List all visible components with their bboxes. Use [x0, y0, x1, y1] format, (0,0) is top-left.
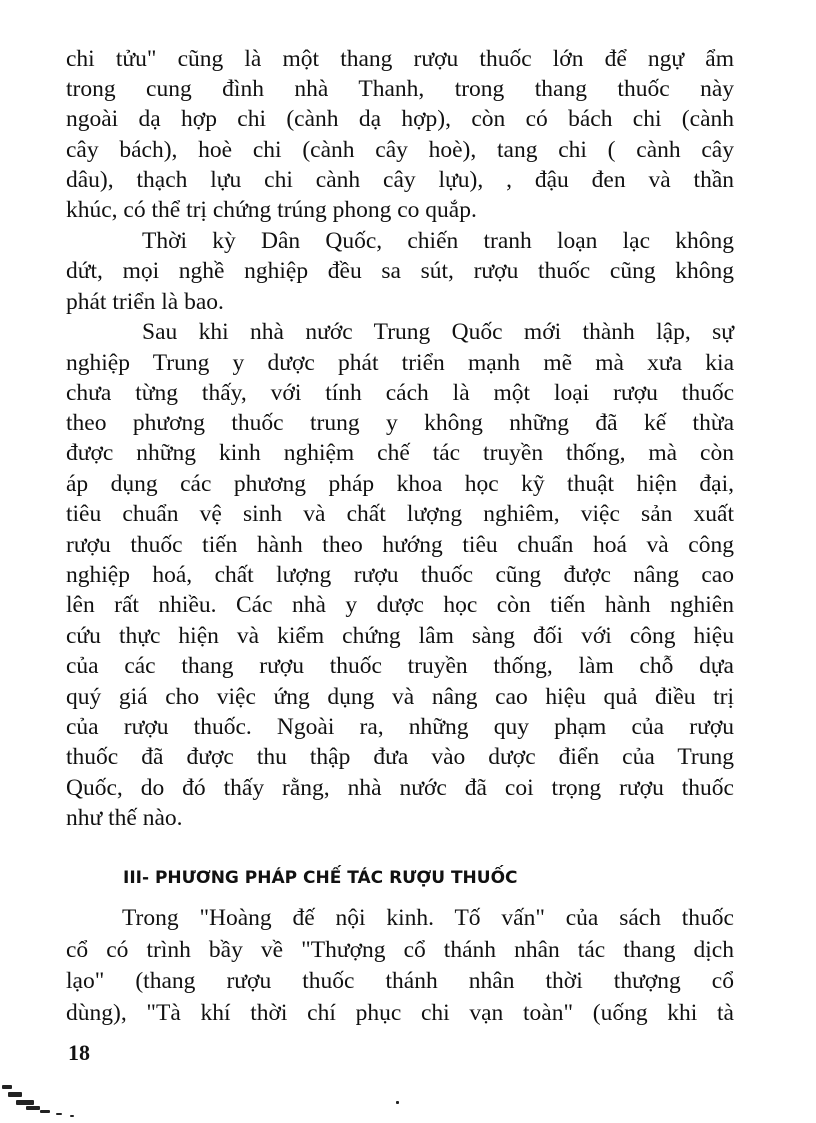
paragraph-first-line: Trong "Hoàng đế nội kinh. Tố vấn" của sách thuốc [122, 905, 734, 931]
text-line: tiêu chuẩn vệ sinh và chất lượng nghiêm, việc sản xuất [66, 501, 734, 527]
text-line: thuốc đã được thu thập đưa vào dược điển của Trung [66, 744, 734, 770]
text-line: ngoài dạ hợp chi (cành dạ hợp), còn có bách chi (cành [66, 106, 734, 132]
text-line: quý giá cho việc ứng dụng và nâng cao hiệu quả điều trị [66, 684, 734, 710]
text-line: theo phương thuốc trung y không những đã kế thừa [66, 410, 734, 436]
section-heading: III- PHƯƠNG PHÁP CHẾ TÁC RƯỢU THUỐC [123, 868, 518, 888]
text-line: dùng), "Tà khí thời chí phục chi vạn toàn" (uống khi tà [66, 1000, 734, 1026]
text-line: cứu thực hiện và kiểm chứng lâm sàng đối với công hiệu [66, 623, 734, 649]
text-line: khúc, có thể trị chứng trúng phong co quắp. [66, 197, 477, 223]
text-line: chưa từng thấy, với tính cách là một loại rượu thuốc [66, 380, 734, 406]
text-line: của các thang rượu thuốc truyền thống, làm chỗ dựa [66, 653, 734, 679]
text-line: trong cung đình nhà Thanh, trong thang thuốc này [66, 76, 734, 102]
text-line: nghiệp hoá, chất lượng rượu thuốc cũng được nâng cao [66, 562, 734, 588]
text-line: Quốc, do đó thấy rằng, nhà nước đã coi trọng rượu thuốc [66, 775, 734, 801]
text-line: nghiệp Trung y dược phát triển mạnh mẽ mà xưa kia [66, 350, 734, 376]
text-line: chi tửu" cũng là một thang rượu thuốc lớn để ngự ẩm [66, 46, 734, 72]
text-line: của rượu thuốc. Ngoài ra, những quy phạm của rượu [66, 714, 734, 740]
text-line: dâu), thạch lựu chi cành cây lựu), , đậu đen và thần [66, 167, 734, 193]
text-line: được những kinh nghiệm chế tác truyền thống, mà còn [66, 440, 734, 466]
text-line: lên rất nhiều. Các nhà y dược học còn tiến hành nghiên [66, 592, 734, 618]
text-line: phát triển là bao. [66, 289, 224, 315]
paragraph-first-line: Thời kỳ Dân Quốc, chiến tranh loạn lạc không [142, 228, 734, 254]
page-number: 18 [68, 1040, 90, 1065]
text-line: như thế nào. [66, 805, 183, 831]
text-line: lạo" (thang rượu thuốc thánh nhân thời thượng cổ [66, 968, 734, 994]
text-line: rượu thuốc tiến hành theo hướng tiêu chuẩn hoá và công [66, 532, 734, 558]
text-line: dứt, mọi nghề nghiệp đều sa sút, rượu thuốc cũng không [66, 258, 734, 284]
text-line: cổ có trình bầy về "Thượng cổ thánh nhân tác thang dịch [66, 937, 734, 963]
text-line: cây bách), hoè chi (cành cây hoè), tang chi ( cành cây [66, 137, 734, 163]
paragraph-first-line: Sau khi nhà nước Trung Quốc mới thành lập, sự [142, 319, 734, 345]
text-line: áp dụng các phương pháp khoa học kỹ thuật hiện đại, [66, 471, 734, 497]
